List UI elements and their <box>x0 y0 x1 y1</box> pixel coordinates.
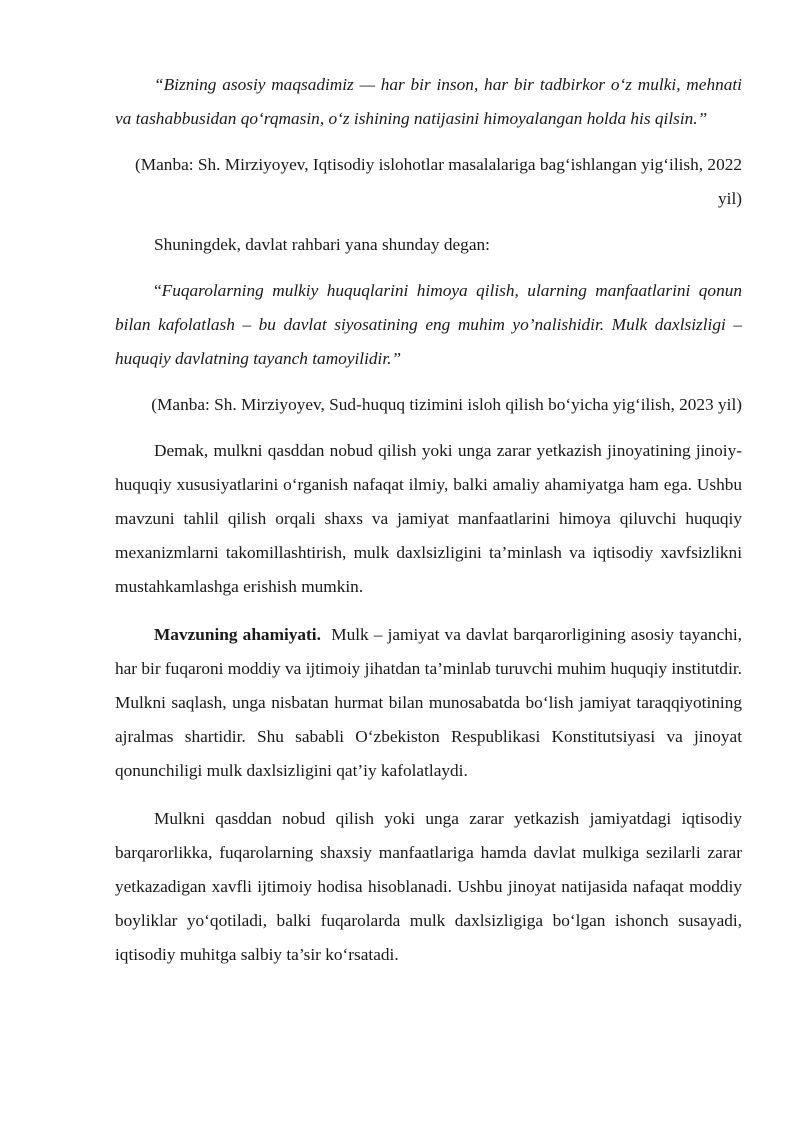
quote-open-mark: “ <box>154 281 162 300</box>
document-page <box>115 68 742 972</box>
paragraph-last: Mulkni qasddan nobud qilish yoki unga zarar yetkazish jamiyatdagi iqtisodiy barqarorlikka, fuqarolarning shaxsiy manfaatlariga hamda davlat mulkiga sezilarli zarar yetkazadigan xavfli ijtimoiy hodisa hisoblanadi. Ushbu jinoyat natijasida nafaqat moddiy boyliklar yo‘qotiladi, balki fuqarolarda mulk daxlsizligiga bo‘lgan ishonch susayadi, iqtisodiy muhitga salbiy ta’sir ko‘rsatadi. <box>115 809 742 964</box>
quote-president-2023 <box>115 274 742 376</box>
paragraph-conclusion: Demak, mulkni qasddan nobud qilish yoki unga zarar yetkazish jinoyatining jinoiy-huquqiy xususiyatlarini o‘rganish nafaqat ilmiy, balki amaliy ahamiyatga ham ega. Ushbu mavzuni tahlil qilish orqali shaxs va jamiyat manfaatlarini himoya qiluvchi huquqiy mexanizmlarni takomillashtirish, mulk daxlsizligini ta’minlash va iqtisodiy xavfsizlikni mustahkamlashga erishish mumkin. <box>115 441 742 596</box>
section-relevance <box>115 618 742 788</box>
quote-source-2022: (Manba: Sh. Mirziyoyev, Iqtisodiy islohotlar masalalariga bag‘ishlangan yig‘ilish, 2022 yil) <box>135 155 742 208</box>
intro-paragraph: Shuningdek, davlat rahbari yana shunday degan: <box>154 235 490 254</box>
quote-source-2023: (Manba: Sh. Mirziyoyev, Sud-huquq tizimini isloh qilish bo‘yicha yig‘ilish, 2023 yil) <box>151 395 742 414</box>
section-heading: Mavzuning ahamiyati. <box>154 625 321 644</box>
quote-president-2022: “Bizning asosiy maqsadimiz — har bir inson, har bir tadbirkor o‘z mulki, mehnati va tashabbusidan qo‘rqmasin, o‘z ishining natijasini himoyalangan holda his qilsin.” <box>115 75 742 128</box>
quote-president-2023-text: Fuqarolarning mulkiy huquqlarini himoya qilish, ularning manfaatlarini qonun bilan kafolatlash – bu davlat siyosatining eng muhim yo’nalishidir. Mulk daxlsizligi – huquqiy davlatning tayanch tamoyilidir.” <box>115 281 742 368</box>
section-text: Mulk – jamiyat va davlat barqarorligining asosiy tayanchi, har bir fuqaroni moddiy va ijtimoiy jihatdan ta’minlab turuvchi muhim huquqiy institutdir. Mulkni saqlash, unga nisbatan hurmat bilan munosabatda bo‘lish jamiyat taraqqiyotining ajralmas shartidir. Shu sababli O‘zbekiston Respublikasi Konstitutsiyasi va jinoyat qonunchiligi mulk daxlsizligini qat’iy kafolatlaydi. <box>115 625 743 780</box>
